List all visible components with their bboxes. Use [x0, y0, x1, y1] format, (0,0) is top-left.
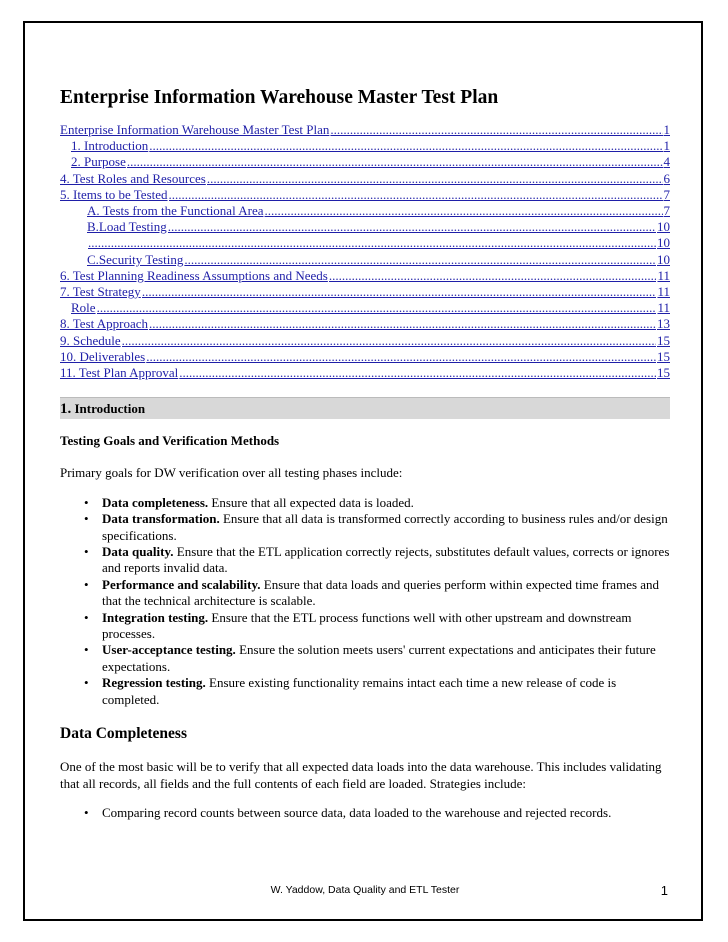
completeness-paragraph: One of the most basic will be to verify that all expected data loads into the data warehouse. This includes validating that all records, all fields and the full contents of each field are loaded. Strategies include:	[60, 759, 662, 791]
toc-entry[interactable]: 5. Items to be Tested ..... 7	[60, 187, 670, 203]
toc-entry[interactable]: ..... 10	[60, 235, 670, 251]
document-title: Enterprise Information Warehouse Master Test Plan	[60, 87, 499, 108]
toc-entry[interactable]: 1. Introduction ..... 1	[60, 138, 670, 154]
footer-author: W. Yaddow, Data Quality and ETL Tester	[270, 884, 460, 896]
section-number: 1.	[60, 401, 72, 418]
toc-entry[interactable]: 9. Schedule ..... 15	[60, 333, 670, 349]
toc-entry[interactable]: C.Security Testing ..... 10	[60, 252, 670, 268]
toc-entry[interactable]: 8. Test Approach ..... 13	[60, 316, 670, 332]
toc-entry[interactable]: 4. Test Roles and Resources ..... 6	[60, 171, 670, 187]
toc-entry[interactable]: A. Tests from the Functional Area ..... 7	[60, 203, 670, 219]
toc-entry[interactable]: 11. Test Plan Approval ..... 15	[60, 365, 670, 381]
completeness-heading: Data Completeness	[60, 725, 187, 743]
toc-entry[interactable]: 2. Purpose ..... 4	[60, 154, 670, 170]
toc-entry[interactable]: 6. Test Planning Readiness Assumptions and Needs ..... 11	[60, 268, 670, 284]
toc-entry[interactable]: Enterprise Information Warehouse Master Test Plan ..... 1	[60, 122, 670, 138]
table-of-contents	[60, 122, 670, 381]
section-heading-introduction	[60, 397, 670, 419]
list-item: • Data transformation. Ensure that all data is transformed correctly according to business rules and/or design specifications.	[60, 511, 670, 544]
list-item: • Data completeness. Ensure that all expected data is loaded.	[60, 495, 670, 511]
section-title: Introduction	[74, 401, 146, 417]
list-item: • Integration testing. Ensure that the ETL process functions well with other upstream and downstream processes.	[60, 610, 670, 643]
toc-entry[interactable]: Role ..... 11	[60, 300, 670, 316]
list-item: • Regression testing. Ensure existing functionality remains intact each time a new release of code is completed.	[60, 675, 670, 708]
goals-heading: Testing Goals and Verification Methods	[60, 433, 280, 449]
toc-entry[interactable]: B.Load Testing ..... 10	[60, 219, 670, 235]
toc-entry[interactable]: 10. Deliverables ..... 15	[60, 349, 670, 365]
list-item: • Data quality. Ensure that the ETL application correctly rejects, substitutes default values, corrects or ignores and reports invalid data.	[60, 544, 670, 577]
list-item: • Comparing record counts between source data, data loaded to the warehouse and rejected records.	[60, 805, 670, 821]
document-page	[60, 86, 670, 821]
goals-list	[60, 495, 670, 708]
completeness-list	[60, 805, 670, 821]
page-number: 1	[660, 883, 668, 898]
list-item: • Performance and scalability. Ensure that data loads and queries perform within expected time frames and that the technical architecture is scalable.	[60, 577, 670, 610]
goals-intro: Primary goals for DW verification over all testing phases include:	[60, 465, 403, 481]
toc-entry[interactable]: 7. Test Strategy ..... 11	[60, 284, 670, 300]
list-item: • User-acceptance testing. Ensure the solution meets users' current expectations and anticipates their future expectations.	[60, 642, 670, 675]
